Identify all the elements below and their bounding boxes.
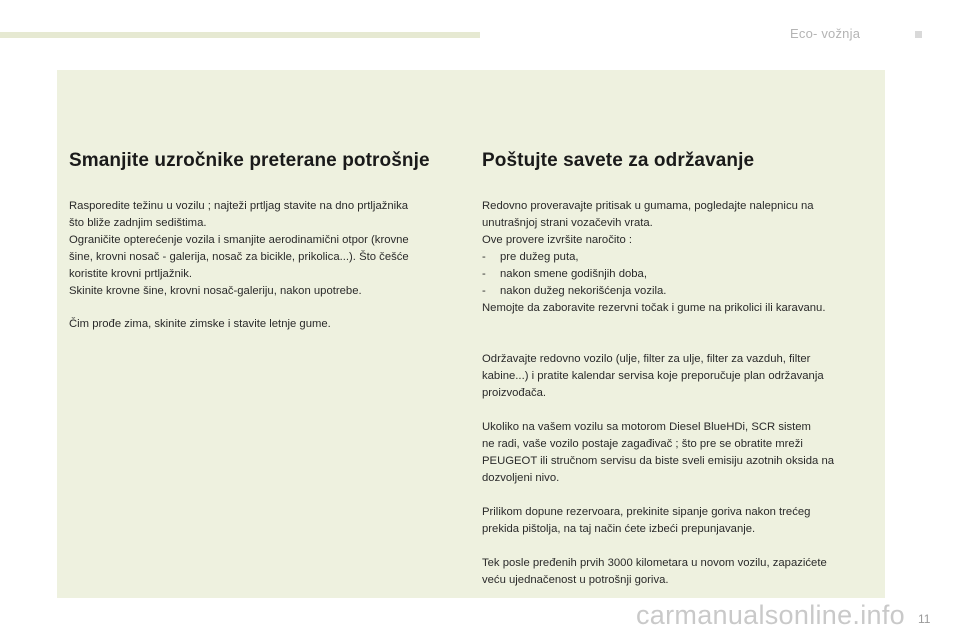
text-line: PEUGEOT ili stručnom servisu da biste sveli emisiju azotnih oksida na: [482, 455, 835, 467]
content-panel: [57, 70, 885, 598]
list-item-text: nakon dužeg nekorišćenja vozila.: [500, 285, 667, 297]
right-column: [482, 150, 874, 589]
text-line: što bliže zadnjim sedištima.: [69, 217, 207, 229]
text-line: Tek posle pređenih prvih 3000 kilometara u novom vozilu, zapazićete: [482, 557, 827, 569]
text-line: prekida pištolja, na taj način ćete izbeći prepunjavanje.: [482, 523, 756, 535]
text-line: dozvoljeni nivo.: [482, 472, 560, 484]
text-line: Nemojte da zaboravite rezervni točak i gume na prikolici ili karavanu.: [482, 302, 826, 314]
right-heading: Poštujte savete za održavanje: [482, 150, 755, 171]
right-paragraph-2: [482, 351, 874, 402]
text-line: proizvođača.: [482, 387, 547, 399]
text-line: unutrašnjoj strani vozačevih vrata.: [482, 217, 653, 229]
text-line: šine, krovni nosač - galerija, nosač za bicikle, prikolica...). Što češće: [69, 251, 409, 263]
text-line: kabine...) i pratite kalendar servisa koje preporučuje plan održavanja: [482, 370, 824, 382]
text-line: Održavajte redovno vozilo (ulje, filter za ulje, filter za vazduh, filter: [482, 353, 811, 365]
list-item: [482, 266, 874, 283]
right-paragraph-3: [482, 419, 874, 487]
text-line: ne radi, vaše vozilo postaje zagađivač ; što pre se obratite mreži: [482, 438, 803, 450]
text-line: Skinite krovne šine, krovni nosač-galeriju, nakon upotrebe.: [69, 285, 362, 297]
page-number: 11: [918, 612, 931, 626]
right-paragraph-1: [482, 198, 874, 317]
text-line: Ukoliko na vašem vozilu sa motorom Diesel BlueHDi, SCR sistem: [482, 421, 811, 433]
text-line: veću ujednačenost u potrošnji goriva.: [482, 574, 669, 586]
list-dash: -: [482, 268, 486, 280]
list-dash: -: [482, 251, 486, 263]
header-marker: [915, 31, 922, 38]
text-line: Ograničite opterećenje vozila i smanjite aerodinamični otpor (krovne: [69, 234, 409, 246]
text-line: koristite krovni prtljažnik.: [69, 268, 193, 280]
header-decorative-bar: [0, 32, 480, 38]
text-line: Prilikom dopune rezervoara, prekinite sipanje goriva nakon trećeg: [482, 506, 811, 518]
left-paragraph-2: Čim prođe zima, skinite zimske i stavite letnje gume.: [69, 318, 331, 330]
section-title: Eco- vožnja: [790, 26, 861, 41]
right-paragraph-4: [482, 504, 874, 538]
left-heading: Smanjite uzročnike preterane potrošnje: [69, 150, 430, 171]
list-dash: -: [482, 285, 486, 297]
text-line: Rasporedite težinu u vozilu ; najteži prtljag stavite na dno prtljažnika: [69, 200, 409, 212]
left-column: [69, 150, 447, 333]
watermark-text: carmanualsonline.info: [636, 600, 905, 630]
list-item: [482, 249, 874, 266]
text-line: Ove provere izvršite naročito :: [482, 234, 633, 246]
list-item-text: nakon smene godišnjih doba,: [500, 268, 647, 280]
right-paragraph-5: [482, 555, 874, 589]
list-item-text: pre dužeg puta,: [500, 251, 579, 263]
text-line: Redovno proveravajte pritisak u gumama, pogledajte nalepnicu na: [482, 200, 814, 212]
left-paragraph-1: [69, 198, 447, 300]
list-item: [482, 283, 874, 300]
